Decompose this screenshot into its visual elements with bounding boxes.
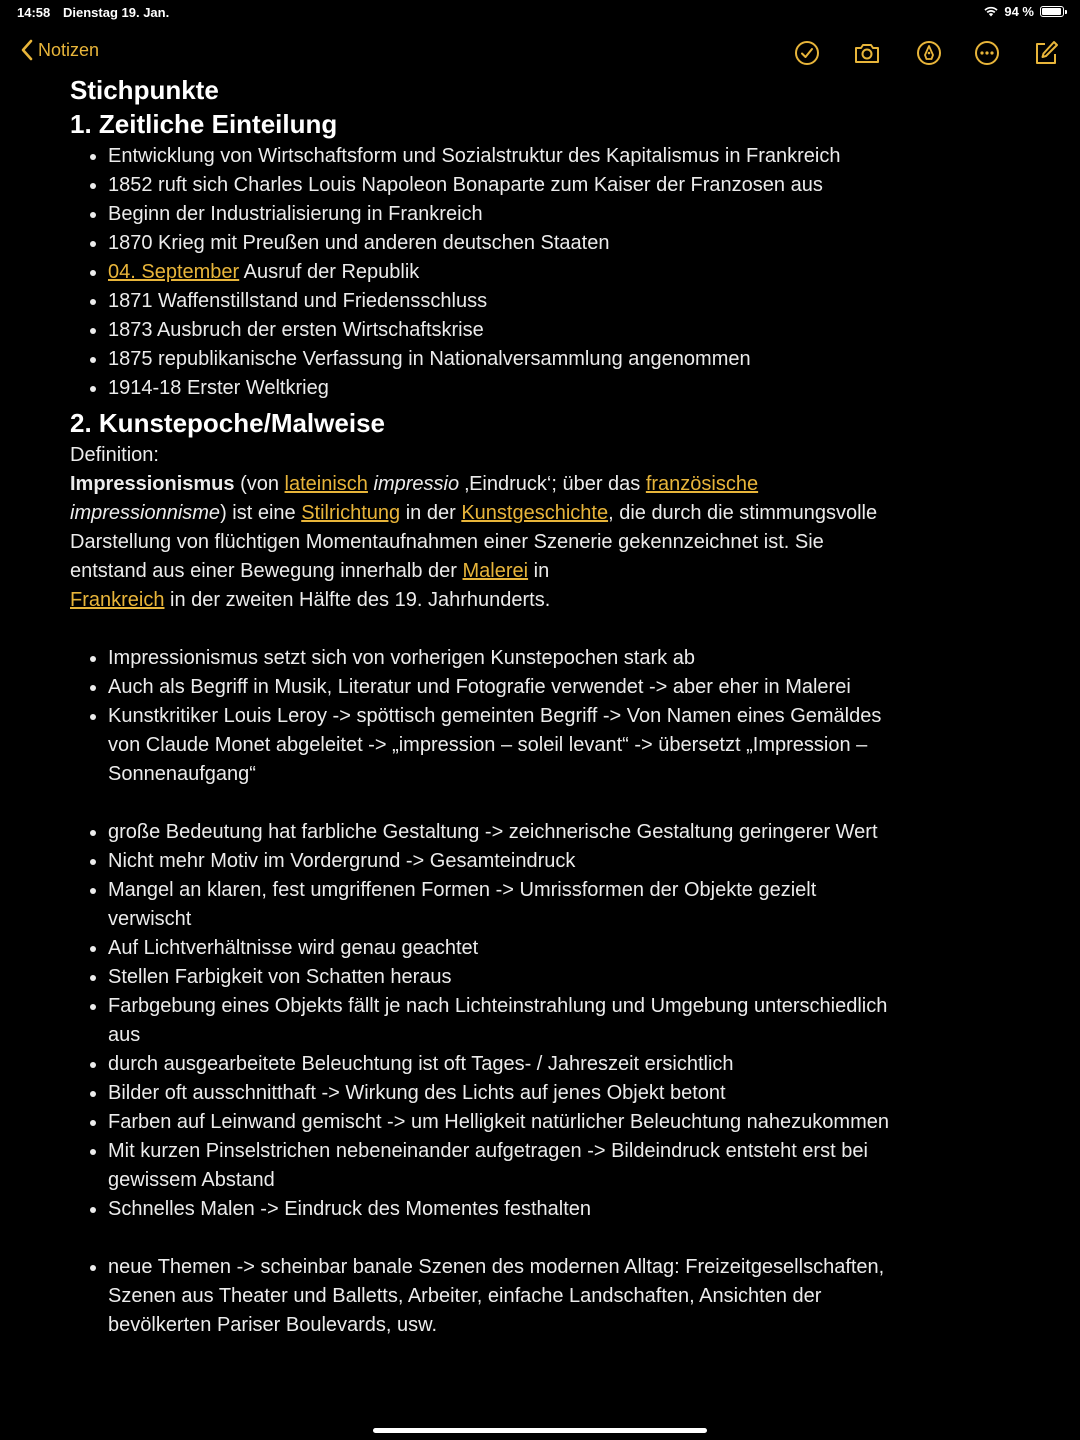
home-indicator[interactable] <box>373 1428 707 1433</box>
text: in der zweiten Hälfte des 19. Jahrhunderts. <box>164 589 551 611</box>
list-item: • durch ausgearbeitete Beleuchtung ist oft Tages- / Jahreszeit ersichtlich <box>108 1050 890 1079</box>
list-item: • 1873 Ausbruch der ersten Wirtschaftskrise <box>108 316 890 345</box>
back-label: Notizen <box>38 39 100 60</box>
list-item: • 1875 republikanische Verfassung in Nationalversammlung angenommen <box>108 345 890 374</box>
note-title: Stichpunkte <box>70 75 219 105</box>
list-item: • Schnelles Malen -> Eindruck des Momentes festhalten <box>108 1195 890 1224</box>
section2-heading: 2. Kunstepoche/Malweise <box>70 408 385 438</box>
link-frankreich[interactable]: Frankreich <box>70 589 165 611</box>
chevron-left-icon <box>20 39 34 61</box>
note-body[interactable] <box>70 74 890 1340</box>
definition-label: Definition: <box>70 444 159 466</box>
section1-heading: 1. Zeitliche Einteilung <box>70 109 338 139</box>
list-item: • Impressionismus setzt sich von vorherigen Kunstepochen stark ab <box>108 644 890 673</box>
list-item: • große Bedeutung hat farbliche Gestaltung -> zeichnerische Gestaltung geringerer Wert <box>108 818 890 847</box>
list-item: • 1870 Krieg mit Preußen und anderen deutschen Staaten <box>108 229 890 258</box>
list-item: • neue Themen -> scheinbar banale Szenen des modernen Alltag: Freizeitgesellschaften, Szenen aus Theater und Balletts, Arbeiter, einfache Landschaften, Ansichten der bevölkerten Pariser Boulevards, usw. <box>108 1253 890 1340</box>
status-bar <box>0 0 1080 26</box>
camera-icon <box>853 39 881 67</box>
list-item: • Stellen Farbigkeit von Schatten heraus <box>108 963 890 992</box>
markup-icon <box>915 39 943 67</box>
checklist-icon <box>793 39 821 67</box>
italic-term: impressio <box>373 473 460 495</box>
list-item: • Entwicklung von Wirtschaftsform und Sozialstruktur des Kapitalismus in Frankreich <box>108 142 890 171</box>
wifi-icon <box>984 6 998 17</box>
list-item: • Mangel an klaren, fest umgriffenen Formen -> Umrissformen der Objekte gezielt verwischt <box>108 876 890 934</box>
status-right <box>984 4 1064 19</box>
list-item: • Kunstkritiker Louis Leroy -> spöttisch gemeinten Begriff -> Von Namen eines Gemäldes von Claude Monet abgeleitet -> „impression – soleil levant“ -> übersetzt „Impression – Sonnenaufgang“ <box>108 702 890 789</box>
checklist-button[interactable] <box>793 39 821 67</box>
camera-button[interactable] <box>853 39 881 67</box>
definition-paragraph <box>70 470 890 615</box>
more-button[interactable] <box>973 39 1001 67</box>
list-item-text: Ausruf der Republik <box>239 261 420 283</box>
text: ) ist eine <box>220 502 302 524</box>
nav-bar <box>0 36 1080 70</box>
compose-icon <box>1032 39 1060 67</box>
text: (von <box>234 473 285 495</box>
text: ‚Eindruck‘; über das <box>459 473 646 495</box>
list-item: • 1852 ruft sich Charles Louis Napoleon Bonaparte zum Kaiser der Franzosen aus <box>108 171 890 200</box>
compose-button[interactable] <box>1032 39 1060 67</box>
list-item: • Bilder oft ausschnitthaft -> Wirkung des Lichts auf jenes Objekt betont <box>108 1079 890 1108</box>
battery-percent: 94 % <box>1004 4 1034 19</box>
section2-list-2 <box>70 818 890 1224</box>
text: , die durch die stimmungsvolle Darstellung von flüchtigen Momentaufnahmen einer Szenerie gekennzeichnet ist. Sie entstand aus einer Bewegung innerhalb der <box>70 502 878 582</box>
italic-term: impressionnisme <box>70 502 221 524</box>
link-lateinisch[interactable]: lateinisch <box>284 473 368 495</box>
text: in der <box>400 502 462 524</box>
section2-list-1 <box>70 644 890 789</box>
markup-button[interactable] <box>915 39 943 67</box>
section2-list-3 <box>70 1253 890 1340</box>
section1-list <box>70 142 890 403</box>
list-item: • Nicht mehr Motiv im Vordergrund -> Gesamteindruck <box>108 847 890 876</box>
link-stilrichtung[interactable]: Stilrichtung <box>301 502 401 524</box>
status-time: 14:58 <box>17 5 51 20</box>
link-franzoesische[interactable]: französische <box>645 473 759 495</box>
battery-icon <box>1040 6 1064 17</box>
list-item: • Beginn der Industrialisierung in Frankreich <box>108 200 890 229</box>
status-date: Dienstag 19. Jan. <box>63 5 170 20</box>
link-kunstgeschichte[interactable]: Kunstgeschichte <box>461 502 609 524</box>
date-link[interactable]: 04. September <box>108 261 240 283</box>
list-item: • Mit kurzen Pinselstrichen nebeneinander aufgetragen -> Bildeindruck entsteht erst bei gewissem Abstand <box>108 1137 890 1195</box>
more-icon <box>973 39 1001 67</box>
link-malerei[interactable]: Malerei <box>462 560 529 582</box>
list-item: • Farben auf Leinwand gemischt -> um Helligkeit natürlicher Beleuchtung nahezukommen <box>108 1108 890 1137</box>
list-item: • Auf Lichtverhältnisse wird genau geachtet <box>108 934 890 963</box>
back-button[interactable] <box>20 39 99 61</box>
list-item: • Farbgebung eines Objekts fällt je nach Lichteinstrahlung und Umgebung unterschiedlich aus <box>108 992 890 1050</box>
list-item: • 1871 Waffenstillstand und Friedensschluss <box>108 287 890 316</box>
list-item <box>108 258 890 287</box>
list-item: • Auch als Begriff in Musik, Literatur und Fotografie verwendet -> aber eher in Malerei <box>108 673 890 702</box>
list-item: • 1914-18 Erster Weltkrieg <box>108 374 890 403</box>
definition-term: Impressionismus <box>70 473 235 495</box>
text: in <box>528 560 550 582</box>
